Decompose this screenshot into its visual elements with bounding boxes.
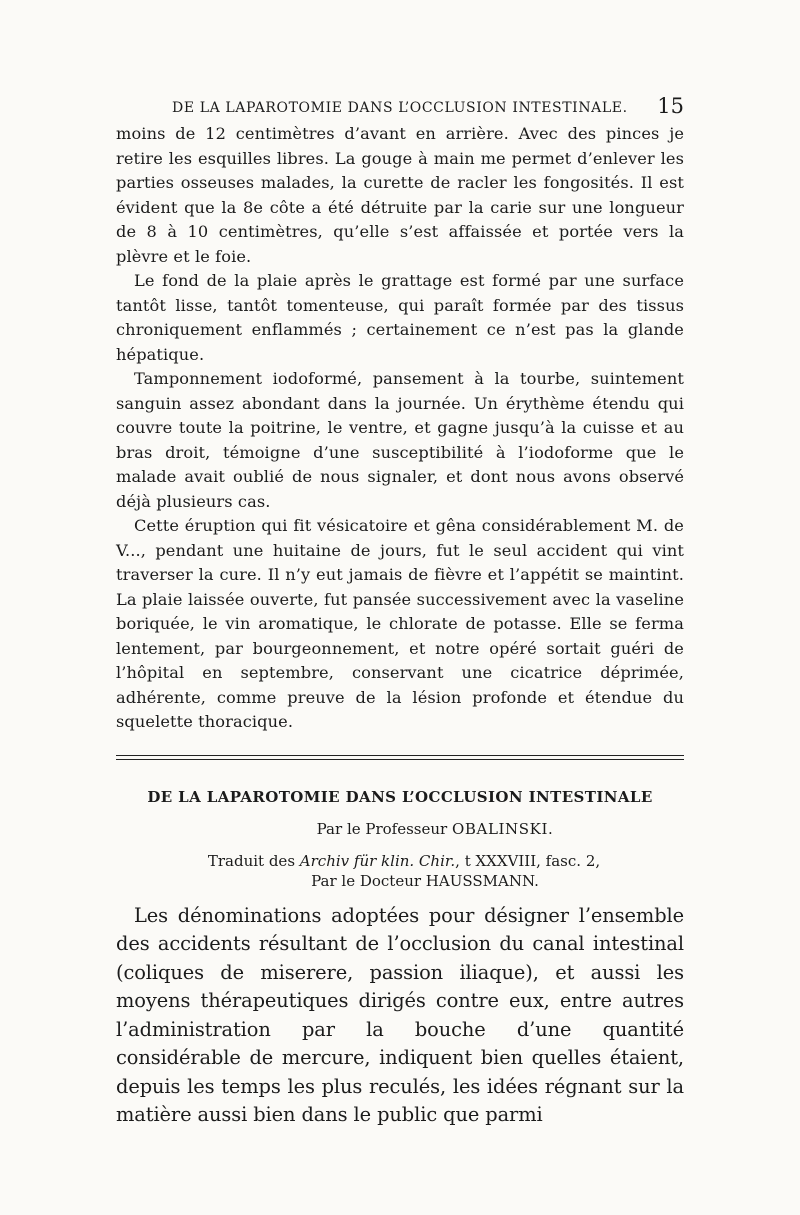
translated-prefix: Traduit des: [207, 851, 296, 870]
book-page: [116, 94, 684, 1130]
author-prefix: Par le Professeur: [316, 819, 448, 838]
page-header: [116, 94, 684, 122]
translation-note: [124, 852, 684, 870]
article-body: [116, 902, 684, 1130]
article-author: [186, 820, 684, 838]
section-divider-thick: [116, 755, 684, 756]
source-journal: Archiv für klin. Chir.: [299, 851, 456, 870]
author-name: OBALINSKI.: [452, 819, 554, 838]
translator-line: Par le Docteur HAUSSMANN.: [311, 871, 539, 890]
paragraph-4: Cette éruption qui fit vésicatoire et gêna considérablement M. de V..., pendant une huitaine de jours, fut le seul accident qui vint traverser la cure. Il n’y eut jamais de fièvre et l’appétit se maintint. La plaie laissée ouverte, fut pansée successivement avec la vaseline boriquée, le vin aromatique, le chlorate de potasse. Elle se ferma lentement, par bourgeonnement, et notre opéré sortait guéri de l’hôpital en septembre, conservant une cicatrice déprimée, adhérente, comme preuve de la lésion profonde et étendue du squelette thoracique.: [116, 516, 684, 731]
previous-article-text: [116, 122, 684, 735]
article-title: DE LA LAPAROTOMIE DANS L’OCCLUSION INTESTINALE: [147, 787, 653, 806]
running-title: DE LA LAPAROTOMIE DANS L’OCCLUSION INTESTINALE.: [172, 100, 628, 116]
paragraph-1: moins de 12 centimètres d’avant en arrière. Avec des pinces je retire les esquilles libres. La gouge à main me permet d’enlever les parties osseuses malades, la curette de racler les fongosités. Il est évident que la 8e côte a été détruite par la carie sur une longueur de 8 à 10 centimètres, qu’elle s’est affaissée et portée vers la plèvre et le foie.: [116, 124, 684, 266]
section-divider-thin: [116, 759, 684, 760]
paragraph-3: Tamponnement iodoformé, pansement à la tourbe, suintement sanguin assez abondant dans la journée. Un érythème étendu qui couvre toute la poitrine, le ventre, et gagne jusqu’à la cuisse et au bras droit, témoigne d’une susceptibilité à l’iodoforme que le malade avait oublié de nous signaler, et dont nous avons observé déjà plusieurs cas.: [116, 369, 684, 511]
page-number: 15: [657, 94, 684, 118]
source-volume: , t XXXVIII, fasc. 2,: [455, 851, 601, 870]
opening-paragraph: Les dénominations adoptées pour désigner l’ensemble des accidents résultant de l’occlusion du canal intestinal (coliques de miserere, passion iliaque), et aussi les moyens thérapeutiques dirigés contre eux, entre autres l’administration par la bouche d’une quantité considérable de mercure, indiquent bien quelles étaient, depuis les temps les plus reculés, les idées régnant sur la matière aussi bien dans le public que parmi: [116, 903, 684, 1126]
paragraph-2: Le fond de la plaie après le grattage est formé par une surface tantôt lisse, tantôt tomenteuse, qui paraît formée par des tissus chroniquement enflammés ; certainement ce n’est pas la glande hépatique.: [116, 271, 684, 364]
